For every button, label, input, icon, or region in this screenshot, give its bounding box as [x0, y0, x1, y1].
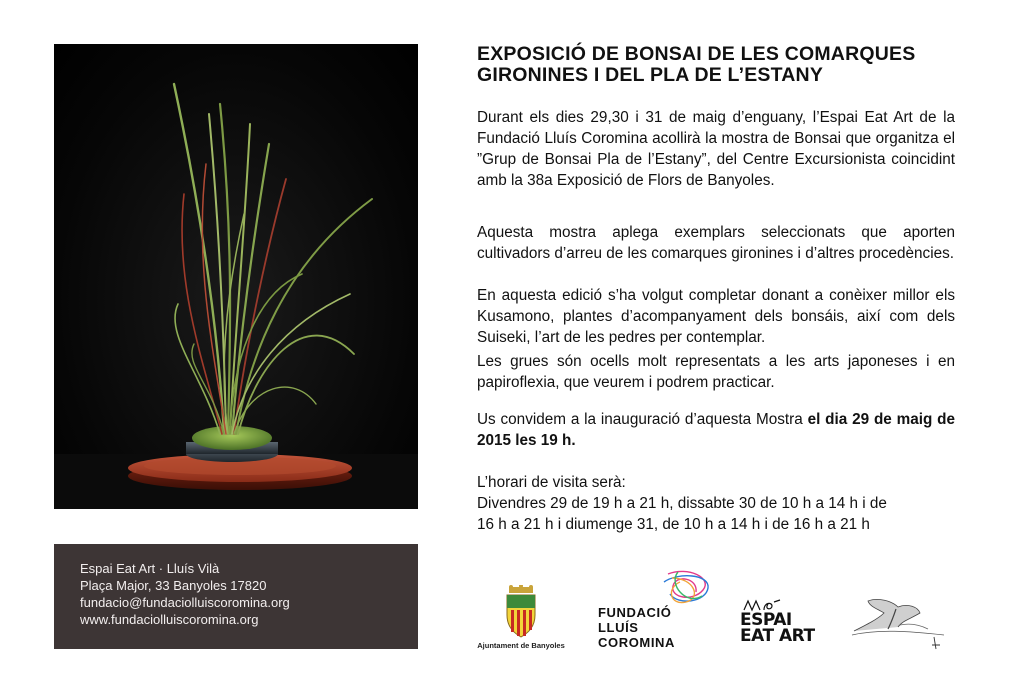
fundacio-line-2: LLUÍS [598, 620, 639, 635]
fundacio-lluis-coromina-logo [598, 568, 718, 654]
espai-line-2: EAT ART [740, 626, 815, 646]
invitation-text: Us convidem a la inauguració d’aquesta Mostra [477, 411, 808, 428]
document-title [477, 44, 955, 86]
address-email[interactable]: fundacio@fundaciolluiscoromina.org [80, 595, 290, 610]
paragraph-kusamono: En aquesta edició s’ha volgut completar donant a conèixer millor els Kusamono, plantes d’acompanyament dels bonsáis, així com dels Suiseki, l’art de les pedres per contemplar. [477, 287, 955, 346]
paragraph-exemplars: Aquesta mostra aplega exemplars seleccionats que aporten cultivadors d’arreu de les comarques gironines i d’altres procedències. [477, 224, 955, 262]
visiting-hours [477, 472, 955, 535]
fundacio-line-1: FUNDACIÓ [598, 605, 672, 620]
hours-line-1: Divendres 29 de 19 h a 21 h, dissabte 30 de 10 h a 14 h i de [477, 495, 887, 512]
title-line-2: GIRONINES I DEL PLA DE L’ESTANY [477, 64, 824, 86]
espai-wordmark [740, 612, 815, 644]
bonsai-photo [54, 44, 418, 509]
fundacio-line-3: COROMINA [598, 635, 676, 650]
espai-eat-art-logo [740, 598, 822, 653]
banyoles-label: Ajuntament de Banyoles [477, 641, 565, 650]
title-line-1: EXPOSICIÓ DE BONSAI DE LES COMARQUES [477, 43, 916, 65]
invitation-date: el dia 29 de maig de 2015 les 19 h. [477, 411, 956, 449]
hours-heading: L’horari de visita serà: [477, 474, 626, 491]
main-content [477, 43, 956, 533]
paragraph-intro: Durant els dies 29,30 i 31 de maig d’enguany, l’Espai Eat Art de la Fundació Lluís Coromina acollirà la mostra de Bonsai que organitza el ”Grup de Bonsai Pla de l’Estany”, del Centre Excursionista coincidint amb la 38a Exposició de Flors de Banyoles. [477, 109, 955, 189]
coat-of-arms-icon [476, 585, 566, 641]
scribble-icon [598, 568, 718, 610]
fundacio-wordmark [598, 605, 675, 650]
grup-bonsai-logo [848, 595, 948, 653]
bonsai-tree-icon [848, 595, 948, 653]
paragraph-invitation [477, 409, 955, 451]
paragraph-cranes: Les grues són ocells molt representats a les arts japoneses i en papiroflexia, que veurem i podrem practicar. [477, 353, 955, 391]
espai-line-1: ESPAI [740, 610, 792, 630]
address-street: Plaça Major, 33 Banyoles 17820 [80, 578, 267, 593]
address-website[interactable]: www.fundaciolluiscoromina.org [80, 612, 259, 627]
hours-line-2: 16 h a 21 h i diumenge 31, de 10 h a 14 h i de 16 h a 21 h [477, 516, 870, 533]
ajuntament-banyoles-logo [476, 585, 566, 651]
address-box [54, 544, 418, 649]
kusamono-illustration [54, 44, 418, 509]
address-venue: Espai Eat Art · Lluís Vilà [80, 561, 220, 576]
